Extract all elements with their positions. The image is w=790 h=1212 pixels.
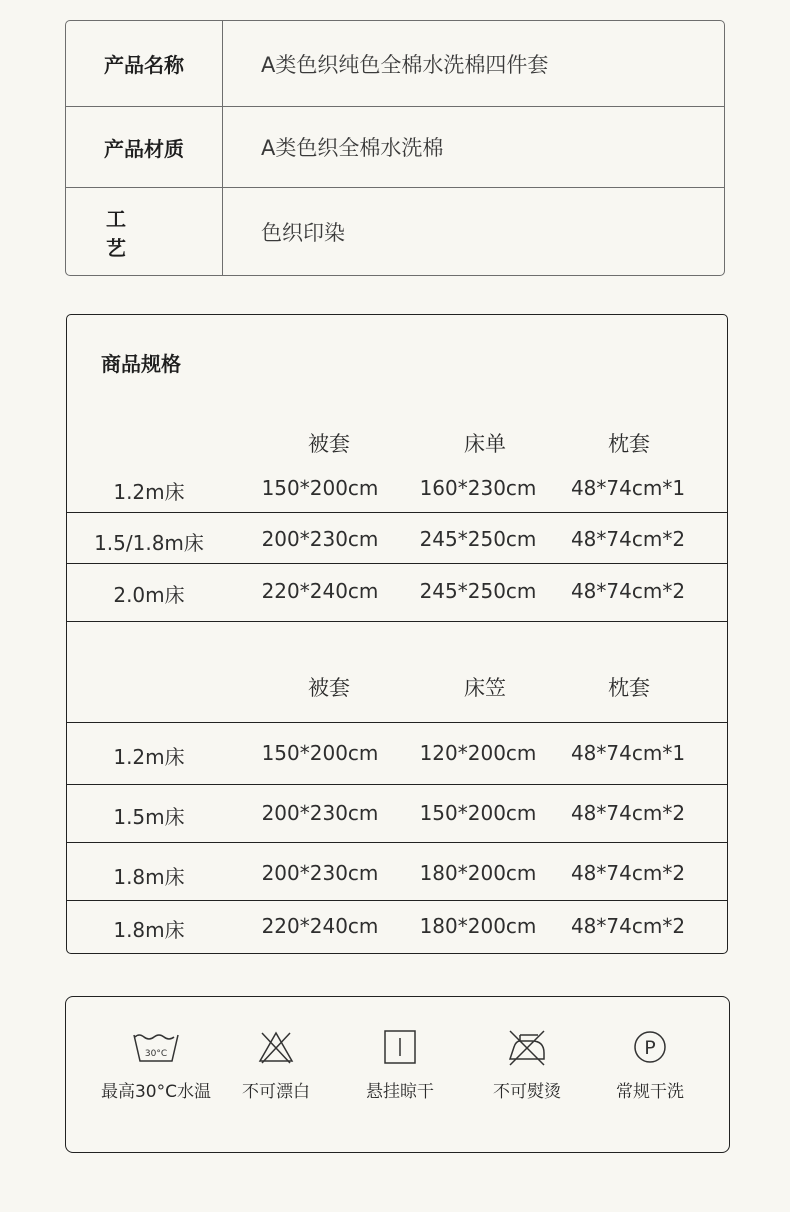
table-cell: 48*74cm*1 <box>570 741 686 765</box>
size-cell: 2.0m床 <box>113 583 185 607</box>
svg-text:30°C: 30°C <box>144 1049 168 1059</box>
table2-header: 被套 <box>308 676 350 700</box>
info-value: A类色织纯色全棉水洗棉四件套 <box>261 52 549 77</box>
table-cell: 220*240cm <box>261 914 379 938</box>
care-label: 常规干洗 <box>616 1082 684 1102</box>
table-cell: 48*74cm*2 <box>570 861 686 885</box>
row-divider <box>67 900 727 901</box>
size-cell: 1.2m床 <box>113 480 185 504</box>
row-divider <box>67 621 727 622</box>
row-divider <box>67 842 727 843</box>
table1-header: 枕套 <box>608 432 650 456</box>
row-divider <box>67 722 727 723</box>
info-row-craft <box>66 188 724 276</box>
care-instructions <box>65 996 730 1153</box>
table-cell: 180*200cm <box>419 914 537 938</box>
dry-clean-p-icon <box>630 1027 670 1067</box>
size-cell: 1.8m床 <box>113 865 185 889</box>
care-item-dry-clean <box>585 1027 715 1102</box>
table-cell: 160*230cm <box>419 476 537 500</box>
size-cell: 1.5m床 <box>113 805 185 829</box>
table-cell: 48*74cm*1 <box>570 476 686 500</box>
table-cell: 48*74cm*2 <box>570 914 686 938</box>
table1-header: 床单 <box>464 432 506 456</box>
table-cell: 200*230cm <box>261 801 379 825</box>
table-cell: 200*230cm <box>261 527 379 551</box>
spec-table <box>66 314 728 954</box>
care-item-no-iron <box>462 1027 592 1102</box>
svg-text:P: P <box>644 1037 656 1059</box>
wash-30-icon <box>131 1027 181 1067</box>
care-item-wash <box>91 1027 221 1102</box>
info-label: 产品材质 <box>66 107 223 187</box>
size-cell: 1.5/1.8m床 <box>94 531 204 555</box>
table-cell: 150*200cm <box>419 801 537 825</box>
product-info-table <box>65 20 725 276</box>
no-iron-icon <box>504 1027 550 1067</box>
row-divider <box>67 563 727 564</box>
info-value: A类色织全棉水洗棉 <box>261 136 444 160</box>
table-cell: 48*74cm*2 <box>570 527 686 551</box>
table-cell: 48*74cm*2 <box>570 579 686 603</box>
row-divider <box>67 784 727 785</box>
table-cell: 150*200cm <box>261 476 379 500</box>
table-cell: 180*200cm <box>419 861 537 885</box>
table-cell: 120*200cm <box>419 741 537 765</box>
size-cell: 1.2m床 <box>113 745 185 769</box>
no-bleach-icon <box>256 1027 296 1067</box>
care-label: 不可熨烫 <box>493 1082 561 1102</box>
size-cell: 1.8m床 <box>113 918 185 942</box>
care-item-hang-dry <box>335 1027 465 1102</box>
table1-header: 被套 <box>308 432 350 456</box>
care-label: 最高30°C水温 <box>100 1082 211 1102</box>
table-cell: 245*250cm <box>419 579 537 603</box>
info-row-material <box>66 107 724 188</box>
care-item-no-bleach <box>211 1027 341 1102</box>
row-divider <box>67 512 727 513</box>
table2-header: 枕套 <box>608 676 650 700</box>
table-cell: 245*250cm <box>419 527 537 551</box>
info-label: 工艺 <box>66 188 223 276</box>
table2-header: 床笠 <box>464 676 506 700</box>
table-cell: 150*200cm <box>261 741 379 765</box>
info-row-name <box>66 21 724 107</box>
table-cell: 48*74cm*2 <box>570 801 686 825</box>
spec-title: 商品规格 <box>101 352 181 376</box>
table-cell: 220*240cm <box>261 579 379 603</box>
care-label: 悬挂晾干 <box>366 1082 434 1102</box>
info-value: 色织印染 <box>261 221 345 245</box>
hang-dry-icon <box>380 1027 420 1067</box>
info-label: 产品名称 <box>66 21 223 106</box>
table-cell: 200*230cm <box>261 861 379 885</box>
care-label: 不可漂白 <box>242 1082 310 1102</box>
